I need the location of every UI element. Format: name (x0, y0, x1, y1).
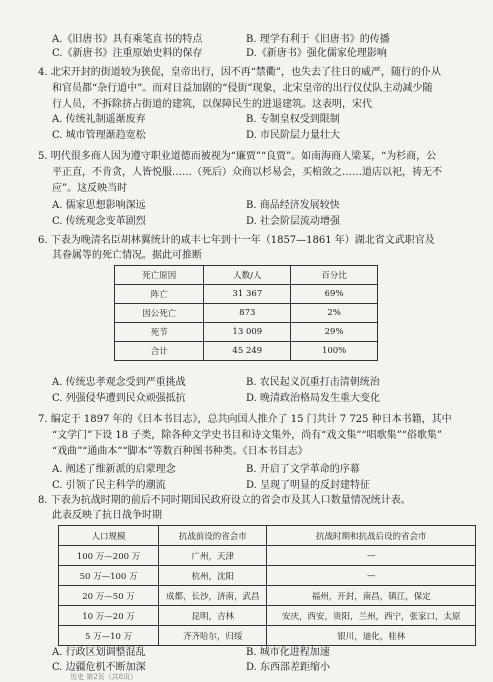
q7-option-a: A. 阐述了维新派的启蒙理念 (52, 464, 176, 475)
q3-option-a: A.《旧唐书》具有乘笔直书的特点 (52, 34, 203, 45)
q3-option-b: B. 理学有利于《旧唐书》的传播 (246, 34, 390, 45)
table-cell: 45 249 (204, 342, 291, 361)
q6-option-a: A. 传统忠孝观念受到严重挑战 (52, 377, 186, 388)
q7-option-b: B. 开启了文学革命的序幕 (246, 464, 360, 475)
q6-death-table (114, 265, 378, 361)
q7-line-2: “文学门”下设 18 子类，除各种文学史书目和诗文集外，尚有“戏文集”“唱歌集”“俗歌集” (52, 430, 442, 441)
table-cell: 10 万—20 万 (59, 606, 159, 626)
q6-option-c: C. 列强侵华遭到民众顽强抵抗 (52, 393, 186, 404)
table-cell: 杭州，沈阳 (159, 566, 267, 586)
table-cell: 20 万—50 万 (59, 586, 159, 606)
q5-option-d: D. 社会阶层流动增强 (246, 216, 341, 227)
q8-header-population: 人口规模 (59, 526, 159, 546)
q6-header-percent: 百分比 (291, 266, 378, 285)
table-cell: — (267, 566, 476, 586)
table-cell: 873 (204, 304, 291, 323)
q8-line-2: 此表反映了抗日战争时期 (52, 510, 162, 521)
table-cell: 31 367 (204, 285, 291, 304)
q8-option-d: D. 东西部差距缩小 (246, 662, 331, 673)
q8-option-a: A. 行政区划调整混乱 (52, 647, 146, 658)
table-cell: — (267, 546, 476, 566)
q5-option-c: C. 传统观念变革剧烈 (52, 216, 146, 227)
q4-option-a: A. 传统礼制遥渐废弃 (52, 114, 146, 125)
table-row (59, 586, 476, 606)
q7-option-c: C. 引领了民主科学的潮流 (52, 480, 166, 491)
q6-header-count: 人数/人 (204, 266, 291, 285)
table-row (59, 626, 476, 646)
q6-line-1: 6. 下表为晚清名臣胡林翼统计的咸丰七年到十一年（1857—1861 年）湖北省文武职官及 (38, 235, 435, 246)
table-cell: 13 009 (204, 323, 291, 342)
q7-line-1: 7. 编定于 1897 年的《日本书目志》，总共向国人推介了 15 门共计 7 725 种日本书籍，其中 (38, 414, 452, 425)
q6-line-2: 其眷属等的死亡情况。据此可推断 (52, 250, 202, 261)
q4-line-2: 和官员都“杂行道中”。而对日益加剧的“侵街”现象，北宋皇帝的出行仪仗队主动减少随 (52, 83, 433, 94)
table-row (59, 546, 476, 566)
table-cell: 2% (291, 304, 378, 323)
q4-line-1: 4. 北宋开封的街道较为狭促，皇帝出行，因不再“禁衢”，也失去了往日的威严，随行的仆从 (38, 67, 441, 78)
table-cell: 福州，开封，南昌，镇江，保定 (267, 586, 476, 606)
table-row (59, 566, 476, 586)
q8-city-table (58, 525, 476, 646)
table-cell: 69% (291, 285, 378, 304)
q5-line-3: 应”。这反映当时 (52, 183, 128, 194)
q5-option-a: A. 儒家思想影响深远 (52, 200, 146, 211)
table-cell: 死节 (115, 323, 204, 342)
table-cell: 阵亡 (115, 285, 204, 304)
q6-option-b: B. 农民起义沉重打击清朝统治 (246, 377, 380, 388)
q8-header-prewar: 抗战前设的省会市 (159, 526, 267, 546)
table-cell: 昆明，吉林 (159, 606, 267, 626)
q8-option-b: B. 城市化进程加速 (246, 647, 330, 658)
table-cell: 5 万—10 万 (59, 626, 159, 646)
q3-option-c: C.《新唐书》注重原始史料的保存 (52, 48, 203, 59)
table-cell: 齐齐哈尔，归绥 (159, 626, 267, 646)
q7-option-d: D. 呈现了明显的反封建特征 (246, 480, 371, 491)
q4-line-3: 行人员，不拆除挤占街道的建筑，以保障民生的进退建筑。这表明，宋代 (52, 99, 372, 110)
q7-line-3: “戏曲”“通曲本”“脚本”等数百种图书种类。《日本书目志》 (52, 446, 308, 457)
q8-header-wartime: 抗战时期和抗战后设的省会市 (267, 526, 476, 546)
q4-option-c: C. 城市管理渐趋宽松 (52, 130, 146, 141)
table-cell: 安庆，西安，贵阳，兰州，西宁，张家口，太原 (267, 606, 476, 626)
table-cell: 因公死亡 (115, 304, 204, 323)
q3-option-d: D.《新唐书》强化儒家伦理影响 (246, 48, 387, 59)
table-cell: 100 万—200 万 (59, 546, 159, 566)
table-row (115, 342, 378, 361)
page-footer: 历史 第2页（共8页） (70, 673, 138, 681)
table-row (59, 606, 476, 626)
q5-line-1: 5. 明代很多商人因为遵守职业道德而被视为“廉贾”“良贾”。如南海商人梁某，“为杉商，公 (38, 151, 437, 162)
table-cell: 合计 (115, 342, 204, 361)
table-cell: 成都，长沙，济南，武昌 (159, 586, 267, 606)
table-cell: 广州，天津 (159, 546, 267, 566)
table-row (115, 323, 378, 342)
table-row (115, 304, 378, 323)
table-cell: 29% (291, 323, 378, 342)
q5-option-b: B. 商品经济发展较快 (246, 200, 340, 211)
table-cell: 银川，迪化，桂林 (267, 626, 476, 646)
q6-header-cause: 死亡原因 (115, 266, 204, 285)
q5-line-2: 平正直，不肯贪，人皆悦服……（死后）众商以杉易会，买棺敛之……道店以祀，祷无不 (52, 167, 442, 178)
table-cell: 100% (291, 342, 378, 361)
q8-option-c: C. 边疆危机不断加深 (52, 662, 146, 673)
q8-line-1: 8. 下表为抗战时期的前后不同时期国民政府设立的省会市及其人口数量情况统计表。 (38, 495, 411, 506)
q4-option-d: D. 市民阶层力量壮大 (246, 130, 341, 141)
table-row (115, 285, 378, 304)
q6-option-d: D. 晚清政治格局发生重大变化 (246, 393, 381, 404)
q4-option-b: B. 专制皇权受到限制 (246, 114, 340, 125)
table-cell: 50 万—100 万 (59, 566, 159, 586)
